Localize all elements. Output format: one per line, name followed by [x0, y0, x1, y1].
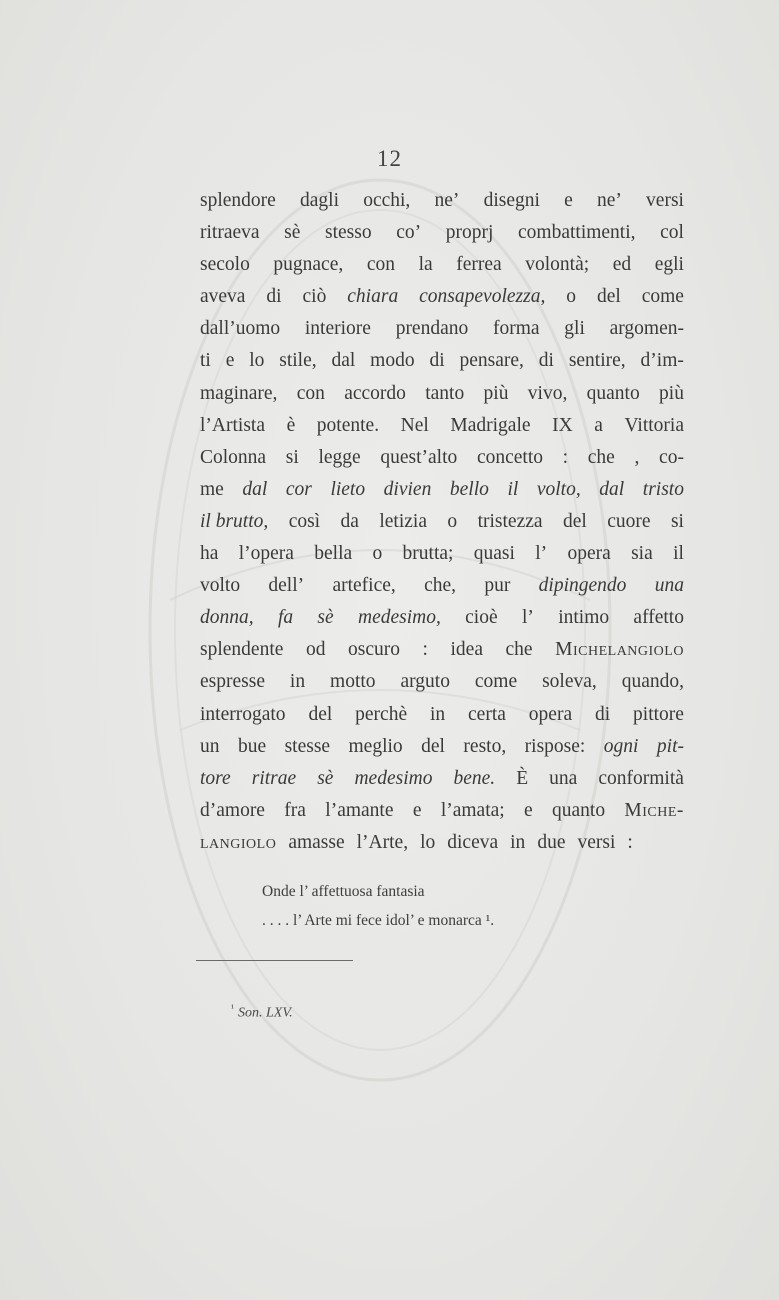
word: ciò: [302, 286, 327, 308]
word: co’: [396, 222, 422, 244]
text-line: [200, 313, 684, 345]
word: ti: [200, 350, 211, 372]
word: Miche-: [624, 799, 684, 821]
word: occhi,: [363, 190, 411, 211]
word: tanto: [425, 382, 465, 404]
word: bue: [237, 735, 267, 757]
word: IX: [552, 414, 573, 436]
word: l’: [521, 607, 534, 629]
word: :: [562, 446, 569, 468]
word: certa: [468, 703, 506, 725]
word: in: [289, 671, 306, 693]
word: dall’uomo: [200, 318, 281, 340]
word: splendente: [200, 639, 284, 661]
word: si: [670, 510, 684, 532]
word: quando,: [621, 671, 684, 693]
word: versi: [577, 831, 616, 853]
text-line: [200, 634, 684, 666]
word: da: [340, 510, 359, 532]
word: l’: [535, 543, 548, 565]
word: una: [549, 767, 578, 789]
word: disegni: [483, 190, 540, 211]
text-line: [200, 699, 684, 731]
word: di: [429, 350, 445, 372]
word: l’amata;: [440, 799, 505, 821]
body-text: [200, 185, 684, 859]
word: di: [266, 286, 282, 308]
word: accordo: [344, 382, 406, 404]
word: tristo: [642, 478, 684, 500]
word: che,: [424, 575, 457, 597]
word: del: [562, 510, 587, 532]
word: in: [510, 831, 526, 853]
text-line: [200, 378, 684, 410]
word: proprj: [445, 222, 494, 244]
word: opera: [567, 543, 611, 565]
word: forma: [492, 318, 540, 340]
word: tore: [200, 767, 231, 789]
verse-quote: [262, 877, 494, 935]
word: ritraeva: [200, 222, 260, 244]
word: si: [285, 446, 299, 468]
text-line: [200, 731, 684, 763]
word: l’opera: [238, 543, 294, 565]
word: perchè: [355, 703, 408, 725]
text-line: [200, 345, 684, 377]
word: stesso: [325, 222, 372, 244]
word: come: [641, 286, 684, 308]
word: cioè: [465, 607, 498, 629]
word: combattimenti,: [518, 222, 636, 244]
word: cuore: [607, 510, 651, 532]
word: od: [305, 639, 326, 661]
word: dagli: [300, 190, 339, 211]
word: e: [225, 350, 235, 372]
word: :: [422, 639, 428, 661]
word: arguto: [400, 671, 450, 693]
word: la: [418, 254, 433, 276]
word: e: [564, 190, 573, 211]
word: donna,: [200, 607, 254, 629]
word: potente.: [316, 414, 380, 436]
word: Vittoria: [624, 414, 684, 436]
text-line: [200, 474, 684, 506]
word: lo: [420, 831, 436, 853]
word: ne’: [434, 190, 460, 211]
word: medesimo: [354, 767, 433, 789]
word: ,: [634, 446, 640, 468]
word: affetto: [633, 607, 684, 629]
word: conformità: [598, 767, 684, 789]
text-line: [200, 217, 684, 249]
word: il: [507, 478, 519, 500]
text-line: [200, 185, 684, 217]
word: sentire,: [568, 350, 626, 372]
word: l’Artista: [200, 414, 265, 436]
word: medesimo,: [357, 607, 441, 629]
word: ed: [612, 254, 632, 276]
word: del: [596, 286, 621, 308]
word: d’amore: [200, 799, 265, 821]
word: motto: [330, 671, 376, 693]
footnote-text: Son. LXV.: [238, 1005, 293, 1021]
word: o: [372, 543, 383, 565]
text-line: [200, 538, 684, 570]
word: È: [516, 767, 529, 789]
word: volto: [200, 575, 241, 597]
word: di: [538, 350, 554, 372]
word: concetto: [476, 446, 543, 468]
word: dipingendo: [538, 575, 627, 597]
word: d’im-: [640, 350, 684, 372]
word: più: [659, 382, 684, 404]
word: vivo,: [527, 382, 568, 404]
word: fra: [284, 799, 306, 821]
word: col: [660, 222, 684, 244]
word: volto,: [536, 478, 581, 500]
word: artefice,: [332, 575, 396, 597]
word: così: [288, 510, 321, 532]
word: divien: [383, 478, 432, 500]
word: gli: [564, 318, 585, 340]
text-line: [200, 602, 684, 634]
word: ferrea: [456, 254, 502, 276]
word: quanto: [552, 799, 606, 821]
word: lieto: [330, 478, 366, 500]
word: aveva: [200, 286, 246, 308]
word: stile,: [279, 350, 317, 372]
word: opera: [528, 703, 573, 725]
word: bello: [449, 478, 489, 500]
word: maginare,: [200, 382, 278, 404]
word: :: [627, 831, 633, 853]
text-line: [200, 827, 684, 859]
word: chiara: [347, 286, 399, 308]
word: intimo: [558, 607, 610, 629]
word: di: [594, 703, 611, 725]
word: pit-: [656, 735, 684, 757]
footnote-rule: [196, 960, 353, 961]
word: con: [366, 254, 395, 276]
word: me: [200, 478, 224, 500]
word: sè: [317, 767, 334, 789]
word: cor: [285, 478, 312, 500]
word: ha: [200, 543, 219, 565]
word: sè: [317, 607, 334, 629]
verse-line-2: . . . . l’ Arte mi fece idol’ e monarca ¹.: [262, 912, 495, 929]
word: soleva,: [542, 671, 597, 693]
word: e: [412, 799, 422, 821]
text-line: [200, 666, 684, 698]
text-line: [200, 570, 684, 602]
word: argomen-: [609, 318, 684, 340]
word: fa: [277, 607, 294, 629]
word: il brutto,: [200, 510, 269, 532]
page-number: 12: [377, 146, 402, 171]
word: prendano: [395, 318, 469, 340]
word: splendore: [200, 190, 276, 211]
word: sè: [284, 222, 301, 244]
word: letizia: [379, 510, 427, 532]
text-line: [200, 281, 684, 313]
word: un: [200, 735, 220, 757]
word: consapevolezza,: [419, 286, 546, 308]
word: più: [483, 382, 509, 404]
word: è: [286, 414, 296, 436]
word: quest’alto: [380, 446, 458, 468]
word: idea: [450, 639, 483, 661]
word: dal: [599, 478, 625, 500]
word: langiolo: [200, 831, 277, 853]
word: Michelangiolo: [555, 639, 684, 661]
word: bella: [314, 543, 353, 565]
word: interrogato: [200, 703, 286, 725]
word: che: [587, 446, 615, 468]
text-line: [200, 249, 684, 281]
word: Nel: [400, 414, 429, 436]
word: espresse: [200, 671, 265, 693]
word: oscuro: [347, 639, 400, 661]
word: dell’: [268, 575, 305, 597]
word: secolo: [200, 254, 250, 276]
word: dal: [331, 350, 356, 372]
word: in: [429, 703, 446, 725]
text-line: [200, 410, 684, 442]
word: legge: [318, 446, 361, 468]
footnote: [231, 1003, 293, 1022]
word: egli: [654, 254, 684, 276]
text-line: [200, 763, 684, 795]
word: pittore: [633, 703, 684, 725]
word: lo: [249, 350, 265, 372]
text-line: [200, 506, 684, 538]
word: modo: [370, 350, 415, 372]
word: tristezza: [477, 510, 543, 532]
word: a: [594, 414, 603, 436]
word: il: [673, 543, 684, 565]
word: del: [308, 703, 333, 725]
word: che: [505, 639, 533, 661]
word: diceva: [447, 831, 499, 853]
text-line: [200, 442, 684, 474]
word: sia: [631, 543, 653, 565]
word: o: [566, 286, 577, 308]
word: o: [447, 510, 458, 532]
word: volontà;: [525, 254, 590, 276]
word: meglio: [348, 735, 403, 757]
word: Madrigale: [450, 414, 531, 436]
text-line: [200, 795, 684, 827]
word: e: [524, 799, 533, 821]
word: amasse: [288, 831, 345, 853]
word: rispose:: [524, 735, 586, 757]
word: ogni: [603, 735, 639, 757]
word: interiore: [304, 318, 371, 340]
verse-line-1: Onde l’ affettuosa fantasia: [262, 883, 425, 900]
word: quasi: [473, 543, 515, 565]
word: come: [474, 671, 518, 693]
word: versi: [646, 190, 684, 211]
word: con: [296, 382, 325, 404]
footnote-mark: ¹: [231, 1003, 234, 1014]
word: l’Arte,: [356, 831, 409, 853]
word: pugnace,: [273, 254, 344, 276]
word: ne’: [596, 190, 622, 211]
word: Colonna: [200, 446, 267, 468]
word: resto,: [463, 735, 507, 757]
word: stesse: [284, 735, 331, 757]
word: bene.: [453, 767, 496, 789]
word: del: [421, 735, 445, 757]
word: quanto: [586, 382, 640, 404]
word: pensare,: [459, 350, 524, 372]
word: dal: [242, 478, 268, 500]
word: due: [537, 831, 566, 853]
word: pur: [484, 575, 511, 597]
word: brutta;: [402, 543, 454, 565]
word: ritrae: [251, 767, 297, 789]
word: co-: [659, 446, 684, 468]
word: una: [654, 575, 684, 597]
word: l’amante: [325, 799, 394, 821]
